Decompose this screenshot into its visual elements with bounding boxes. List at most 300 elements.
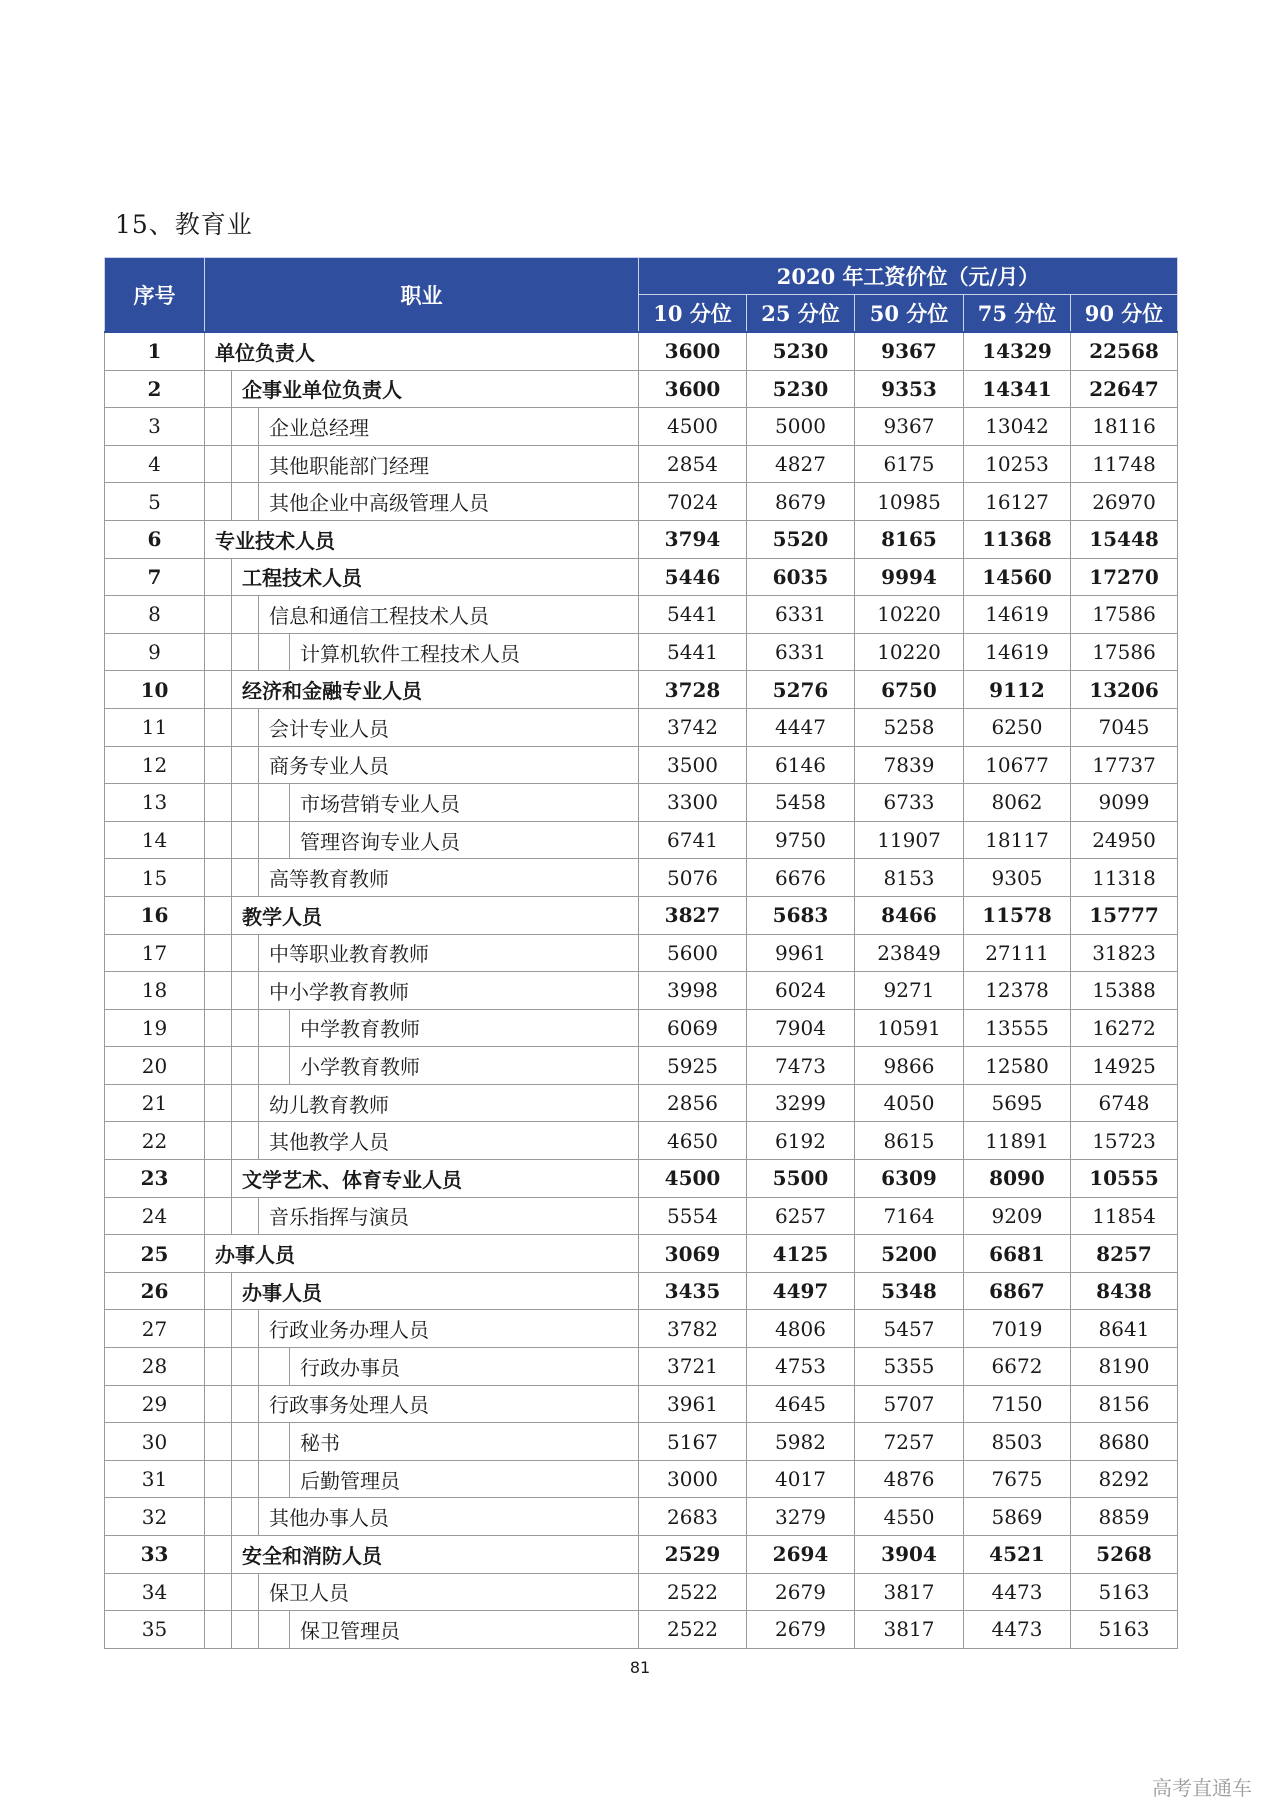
row-value: 8153 (855, 859, 964, 897)
table-row (105, 1160, 1178, 1198)
table-row (105, 896, 1178, 934)
row-occupation: 秘书 (290, 1423, 639, 1461)
row-value: 16127 (964, 483, 1071, 521)
row-value: 5869 (964, 1498, 1071, 1536)
row-seq: 7 (105, 558, 205, 596)
row-occupation: 其他企业中高级管理人员 (259, 483, 639, 521)
row-value: 5167 (639, 1423, 747, 1461)
header-wage-group: 2020 年工资价位（元/月） (639, 258, 1178, 295)
row-seq: 4 (105, 445, 205, 483)
indent-cell (259, 784, 290, 822)
indent-cell (205, 784, 232, 822)
row-value: 8292 (1071, 1460, 1178, 1498)
row-value: 8503 (964, 1423, 1071, 1461)
row-seq: 14 (105, 821, 205, 859)
table-row (105, 784, 1178, 822)
row-value: 6681 (964, 1235, 1071, 1273)
row-occupation: 中等职业教育教师 (259, 934, 639, 972)
row-value: 3600 (639, 332, 747, 370)
row-value: 24950 (1071, 821, 1178, 859)
row-value: 2522 (639, 1611, 747, 1649)
row-value: 3000 (639, 1460, 747, 1498)
indent-cell (205, 1573, 232, 1611)
row-value: 4017 (747, 1460, 855, 1498)
row-value: 6309 (855, 1160, 964, 1198)
row-value: 5441 (639, 596, 747, 634)
indent-cell (232, 1047, 259, 1085)
row-value: 7257 (855, 1423, 964, 1461)
row-value: 9994 (855, 558, 964, 596)
table-row (105, 1498, 1178, 1536)
row-value: 18117 (964, 821, 1071, 859)
header-p10: 10 分位 (639, 295, 747, 333)
row-value: 5500 (747, 1160, 855, 1198)
row-value: 15723 (1071, 1122, 1178, 1160)
row-seq: 17 (105, 934, 205, 972)
row-occupation: 行政业务办理人员 (259, 1310, 639, 1348)
row-value: 7904 (747, 1009, 855, 1047)
table-row (105, 1573, 1178, 1611)
indent-cell (205, 708, 232, 746)
wage-table (104, 257, 1178, 1649)
row-seq: 29 (105, 1385, 205, 1423)
row-value: 5200 (855, 1235, 964, 1273)
row-value: 5925 (639, 1047, 747, 1085)
indent-cell (259, 1423, 290, 1461)
row-value: 5683 (747, 896, 855, 934)
row-value: 8859 (1071, 1498, 1178, 1536)
row-value: 4753 (747, 1348, 855, 1386)
row-occupation: 办事人员 (205, 1235, 639, 1273)
row-value: 14925 (1071, 1047, 1178, 1085)
row-occupation: 小学教育教师 (290, 1047, 639, 1085)
table-row (105, 1460, 1178, 1498)
row-value: 5348 (855, 1272, 964, 1310)
row-value: 4125 (747, 1235, 855, 1273)
row-seq: 23 (105, 1160, 205, 1198)
table-row (105, 708, 1178, 746)
row-value: 13042 (964, 408, 1071, 446)
indent-cell (232, 483, 259, 521)
indent-cell (232, 1423, 259, 1461)
indent-cell (232, 1460, 259, 1498)
row-value: 3069 (639, 1235, 747, 1273)
indent-cell (205, 445, 232, 483)
row-value: 6676 (747, 859, 855, 897)
row-value: 27111 (964, 934, 1071, 972)
row-value: 3827 (639, 896, 747, 934)
row-value: 4497 (747, 1272, 855, 1310)
indent-cell (205, 896, 232, 934)
table-row (105, 520, 1178, 558)
row-value: 4876 (855, 1460, 964, 1498)
row-value: 7024 (639, 483, 747, 521)
row-value: 5076 (639, 859, 747, 897)
row-occupation: 其他办事人员 (259, 1498, 639, 1536)
row-value: 8680 (1071, 1423, 1178, 1461)
row-value: 3782 (639, 1310, 747, 1348)
row-value: 8156 (1071, 1385, 1178, 1423)
row-occupation: 中学教育教师 (290, 1009, 639, 1047)
indent-cell (205, 1009, 232, 1047)
row-value: 18116 (1071, 408, 1178, 446)
row-seq: 18 (105, 972, 205, 1010)
table-row (105, 596, 1178, 634)
row-value: 10591 (855, 1009, 964, 1047)
row-value: 2679 (747, 1573, 855, 1611)
row-occupation: 后勤管理员 (290, 1460, 639, 1498)
row-value: 9099 (1071, 784, 1178, 822)
indent-cell (259, 821, 290, 859)
row-value: 5163 (1071, 1611, 1178, 1649)
row-value: 3794 (639, 520, 747, 558)
indent-cell (232, 1122, 259, 1160)
row-seq: 30 (105, 1423, 205, 1461)
row-occupation: 音乐指挥与演员 (259, 1197, 639, 1235)
indent-cell (232, 445, 259, 483)
row-value: 6024 (747, 972, 855, 1010)
row-value: 2683 (639, 1498, 747, 1536)
row-value: 8257 (1071, 1235, 1178, 1273)
indent-cell (205, 1310, 232, 1348)
indent-cell (205, 746, 232, 784)
row-value: 4806 (747, 1310, 855, 1348)
row-value: 5457 (855, 1310, 964, 1348)
indent-cell (232, 821, 259, 859)
row-value: 3300 (639, 784, 747, 822)
row-value: 3904 (855, 1536, 964, 1574)
row-value: 9367 (855, 408, 964, 446)
row-occupation: 安全和消防人员 (232, 1536, 639, 1574)
indent-cell (232, 596, 259, 634)
table-row (105, 558, 1178, 596)
row-value: 9305 (964, 859, 1071, 897)
row-value: 9367 (855, 332, 964, 370)
table-row (105, 1423, 1178, 1461)
row-value: 2854 (639, 445, 747, 483)
row-value: 5230 (747, 332, 855, 370)
row-value: 4550 (855, 1498, 964, 1536)
row-value: 11854 (1071, 1197, 1178, 1235)
row-occupation: 企业总经理 (259, 408, 639, 446)
indent-cell (205, 934, 232, 972)
header-p75: 75 分位 (964, 295, 1071, 333)
row-value: 3279 (747, 1498, 855, 1536)
indent-cell (205, 1498, 232, 1536)
indent-cell (205, 1197, 232, 1235)
row-value: 3998 (639, 972, 747, 1010)
table-row (105, 821, 1178, 859)
row-value: 3299 (747, 1084, 855, 1122)
row-value: 14619 (964, 633, 1071, 671)
row-value: 12378 (964, 972, 1071, 1010)
header-p25: 25 分位 (747, 295, 855, 333)
row-value: 5707 (855, 1385, 964, 1423)
row-seq: 2 (105, 370, 205, 408)
table-row (105, 1348, 1178, 1386)
row-seq: 22 (105, 1122, 205, 1160)
indent-cell (232, 1498, 259, 1536)
row-occupation: 办事人员 (232, 1272, 639, 1310)
row-value: 9112 (964, 671, 1071, 709)
row-value: 9209 (964, 1197, 1071, 1235)
table-row (105, 746, 1178, 784)
row-value: 8062 (964, 784, 1071, 822)
row-seq: 16 (105, 896, 205, 934)
row-value: 4447 (747, 708, 855, 746)
row-value: 7839 (855, 746, 964, 784)
row-value: 22568 (1071, 332, 1178, 370)
table-row (105, 1197, 1178, 1235)
row-value: 3961 (639, 1385, 747, 1423)
row-value: 9750 (747, 821, 855, 859)
indent-cell (259, 1047, 290, 1085)
row-value: 6748 (1071, 1084, 1178, 1122)
row-value: 3817 (855, 1611, 964, 1649)
row-value: 11578 (964, 896, 1071, 934)
row-value: 9961 (747, 934, 855, 972)
row-value: 4645 (747, 1385, 855, 1423)
row-value: 6250 (964, 708, 1071, 746)
row-value: 13555 (964, 1009, 1071, 1047)
indent-cell (259, 1348, 290, 1386)
row-value: 9353 (855, 370, 964, 408)
row-occupation: 行政办事员 (290, 1348, 639, 1386)
row-value: 17270 (1071, 558, 1178, 596)
row-value: 7019 (964, 1310, 1071, 1348)
row-value: 7473 (747, 1047, 855, 1085)
indent-cell (205, 408, 232, 446)
row-occupation: 管理咨询专业人员 (290, 821, 639, 859)
indent-cell (205, 1423, 232, 1461)
table-row (105, 370, 1178, 408)
row-occupation: 其他教学人员 (259, 1122, 639, 1160)
indent-cell (205, 370, 232, 408)
indent-cell (232, 708, 259, 746)
indent-cell (232, 1009, 259, 1047)
row-value: 9866 (855, 1047, 964, 1085)
row-value: 8679 (747, 483, 855, 521)
indent-cell (232, 633, 259, 671)
row-seq: 12 (105, 746, 205, 784)
row-value: 3742 (639, 708, 747, 746)
table-row (105, 1047, 1178, 1085)
row-value: 6146 (747, 746, 855, 784)
indent-cell (232, 1197, 259, 1235)
row-value: 10985 (855, 483, 964, 521)
row-value: 6192 (747, 1122, 855, 1160)
row-value: 31823 (1071, 934, 1178, 972)
indent-cell (205, 483, 232, 521)
row-value: 6672 (964, 1348, 1071, 1386)
table-row (105, 1611, 1178, 1649)
indent-cell (259, 1009, 290, 1047)
indent-cell (205, 972, 232, 1010)
row-value: 17586 (1071, 633, 1178, 671)
row-occupation: 商务专业人员 (259, 746, 639, 784)
indent-cell (259, 1611, 290, 1649)
indent-cell (205, 1160, 232, 1198)
row-value: 5554 (639, 1197, 747, 1235)
row-value: 10220 (855, 633, 964, 671)
row-value: 10677 (964, 746, 1071, 784)
indent-cell (205, 596, 232, 634)
row-value: 11907 (855, 821, 964, 859)
table-row (105, 859, 1178, 897)
row-value: 4650 (639, 1122, 747, 1160)
row-value: 5982 (747, 1423, 855, 1461)
row-value: 9271 (855, 972, 964, 1010)
table-row (105, 972, 1178, 1010)
row-seq: 1 (105, 332, 205, 370)
indent-cell (205, 1348, 232, 1386)
row-value: 3728 (639, 671, 747, 709)
row-seq: 5 (105, 483, 205, 521)
row-seq: 9 (105, 633, 205, 671)
table-row (105, 332, 1178, 370)
indent-cell (232, 934, 259, 972)
row-value: 2856 (639, 1084, 747, 1122)
indent-cell (205, 633, 232, 671)
row-value: 6175 (855, 445, 964, 483)
row-value: 8466 (855, 896, 964, 934)
row-value: 10220 (855, 596, 964, 634)
row-value: 7675 (964, 1460, 1071, 1498)
row-occupation: 高等教育教师 (259, 859, 639, 897)
row-value: 4500 (639, 1160, 747, 1198)
table-row (105, 1009, 1178, 1047)
row-value: 2529 (639, 1536, 747, 1574)
row-seq: 6 (105, 520, 205, 558)
row-value: 2694 (747, 1536, 855, 1574)
row-value: 3721 (639, 1348, 747, 1386)
row-value: 14329 (964, 332, 1071, 370)
row-value: 5446 (639, 558, 747, 596)
indent-cell (205, 1611, 232, 1649)
row-occupation: 专业技术人员 (205, 520, 639, 558)
table-row (105, 445, 1178, 483)
row-value: 8165 (855, 520, 964, 558)
row-value: 17586 (1071, 596, 1178, 634)
row-value: 14341 (964, 370, 1071, 408)
watermark: 高考直通车 (1152, 1776, 1252, 1800)
table-row (105, 1536, 1178, 1574)
row-seq: 35 (105, 1611, 205, 1649)
row-value: 6733 (855, 784, 964, 822)
row-value: 6741 (639, 821, 747, 859)
table-row (105, 1272, 1178, 1310)
row-value: 5520 (747, 520, 855, 558)
row-value: 5276 (747, 671, 855, 709)
row-value: 12580 (964, 1047, 1071, 1085)
row-value: 5458 (747, 784, 855, 822)
row-value: 5441 (639, 633, 747, 671)
row-seq: 27 (105, 1310, 205, 1348)
row-value: 15388 (1071, 972, 1178, 1010)
row-occupation: 其他职能部门经理 (259, 445, 639, 483)
row-value: 5695 (964, 1084, 1071, 1122)
row-value: 11748 (1071, 445, 1178, 483)
row-seq: 3 (105, 408, 205, 446)
indent-cell (232, 408, 259, 446)
row-seq: 10 (105, 671, 205, 709)
row-occupation: 市场营销专业人员 (290, 784, 639, 822)
row-occupation: 文学艺术、体育专业人员 (232, 1160, 639, 1198)
table-row (105, 1385, 1178, 1423)
row-value: 14619 (964, 596, 1071, 634)
row-seq: 34 (105, 1573, 205, 1611)
row-seq: 32 (105, 1498, 205, 1536)
row-value: 6750 (855, 671, 964, 709)
row-seq: 26 (105, 1272, 205, 1310)
indent-cell (205, 1536, 232, 1574)
row-value: 6035 (747, 558, 855, 596)
row-value: 6331 (747, 633, 855, 671)
row-value: 8438 (1071, 1272, 1178, 1310)
row-value: 3435 (639, 1272, 747, 1310)
indent-cell (232, 1310, 259, 1348)
row-occupation: 单位负责人 (205, 332, 639, 370)
table-row (105, 671, 1178, 709)
row-value: 6867 (964, 1272, 1071, 1310)
row-value: 26970 (1071, 483, 1178, 521)
indent-cell (232, 859, 259, 897)
row-seq: 8 (105, 596, 205, 634)
row-value: 4473 (964, 1573, 1071, 1611)
row-value: 5268 (1071, 1536, 1178, 1574)
indent-cell (232, 972, 259, 1010)
indent-cell (205, 859, 232, 897)
table-row (105, 1235, 1178, 1273)
indent-cell (259, 1460, 290, 1498)
table-row (105, 633, 1178, 671)
indent-cell (232, 1385, 259, 1423)
row-value: 15777 (1071, 896, 1178, 934)
row-value: 5600 (639, 934, 747, 972)
row-seq: 15 (105, 859, 205, 897)
row-occupation: 保卫人员 (259, 1573, 639, 1611)
row-value: 10253 (964, 445, 1071, 483)
indent-cell (205, 1272, 232, 1310)
row-value: 8641 (1071, 1310, 1178, 1348)
table-row (105, 1084, 1178, 1122)
row-value: 4500 (639, 408, 747, 446)
row-seq: 11 (105, 708, 205, 746)
row-value: 7045 (1071, 708, 1178, 746)
row-value: 7164 (855, 1197, 964, 1235)
row-occupation: 行政事务处理人员 (259, 1385, 639, 1423)
row-value: 10555 (1071, 1160, 1178, 1198)
row-value: 6257 (747, 1197, 855, 1235)
row-occupation: 会计专业人员 (259, 708, 639, 746)
row-seq: 21 (105, 1084, 205, 1122)
row-seq: 25 (105, 1235, 205, 1273)
row-value: 17737 (1071, 746, 1178, 784)
indent-cell (205, 821, 232, 859)
indent-cell (259, 633, 290, 671)
row-value: 15448 (1071, 520, 1178, 558)
row-value: 13206 (1071, 671, 1178, 709)
row-occupation: 经济和金融专业人员 (232, 671, 639, 709)
table-body (105, 332, 1178, 1648)
row-seq: 24 (105, 1197, 205, 1235)
indent-cell (205, 1084, 232, 1122)
indent-cell (205, 1460, 232, 1498)
row-occupation: 信息和通信工程技术人员 (259, 596, 639, 634)
row-occupation: 计算机软件工程技术人员 (290, 633, 639, 671)
row-value: 3817 (855, 1573, 964, 1611)
row-value: 5163 (1071, 1573, 1178, 1611)
